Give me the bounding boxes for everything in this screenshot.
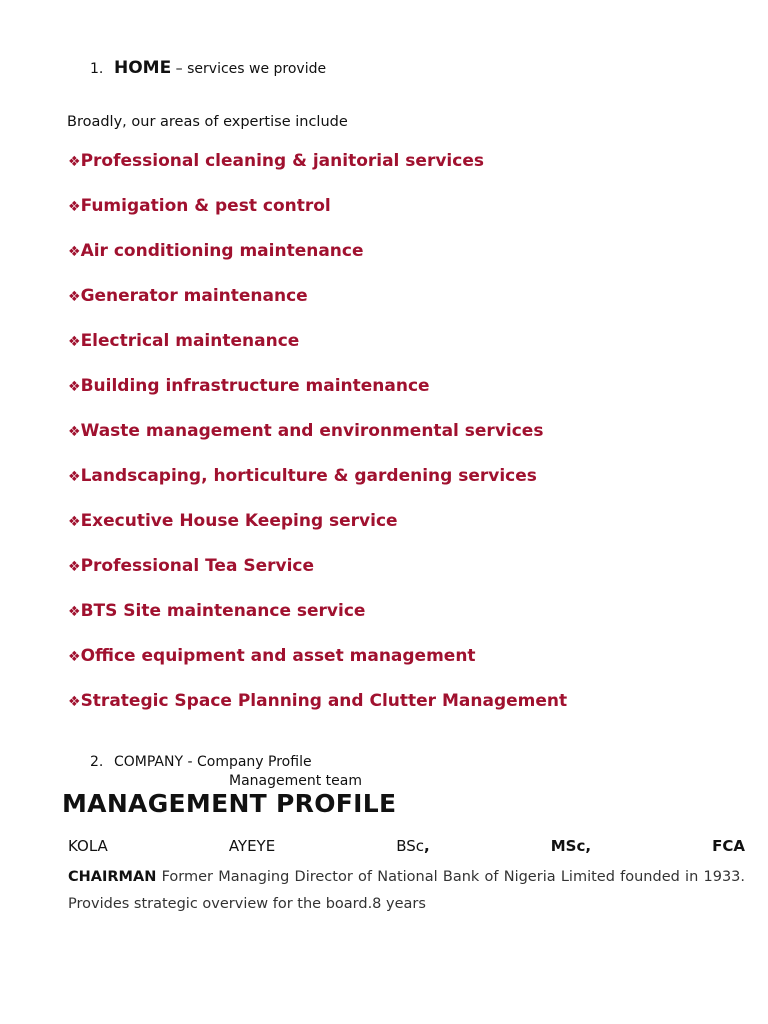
section-description: - Company Profile <box>183 754 312 770</box>
diamond-bullet-icon: ❖ <box>68 559 81 575</box>
service-item <box>68 644 567 689</box>
service-label: Executive House Keeping service <box>80 511 398 531</box>
service-label: Building infrastructure maintenance <box>80 376 430 396</box>
person-first-name: KOLA <box>68 837 108 855</box>
section-company-heading <box>90 753 312 771</box>
services-list <box>68 149 567 734</box>
service-item <box>68 554 567 599</box>
service-item <box>68 149 567 194</box>
person-bio <box>68 864 745 918</box>
service-item <box>68 464 567 509</box>
service-item <box>68 419 567 464</box>
diamond-bullet-icon: ❖ <box>68 604 81 620</box>
section-home-heading <box>90 57 326 80</box>
section-description: – services we provide <box>171 61 327 77</box>
diamond-bullet-icon: ❖ <box>68 649 81 665</box>
service-label: Fumigation & pest control <box>80 196 331 216</box>
service-item <box>68 374 567 419</box>
service-label: Electrical maintenance <box>80 331 300 351</box>
service-item <box>68 239 567 284</box>
management-profile-heading: MANAGEMENT PROFILE <box>62 789 397 818</box>
service-item <box>68 689 567 734</box>
service-label: Professional Tea Service <box>80 556 315 576</box>
service-item <box>68 329 567 374</box>
person-qualification-bsc: BSc, <box>396 837 430 855</box>
section-title-company: COMPANY <box>114 754 184 770</box>
service-item <box>68 194 567 239</box>
diamond-bullet-icon: ❖ <box>68 694 81 710</box>
service-label: Waste management and environmental services <box>80 421 544 441</box>
diamond-bullet-icon: ❖ <box>68 379 81 395</box>
service-label: Office equipment and asset management <box>80 646 476 666</box>
section-number: 1. <box>90 61 104 77</box>
person-role: CHAIRMAN <box>68 869 157 885</box>
diamond-bullet-icon: ❖ <box>68 154 81 170</box>
section-company-subitem: Management team <box>229 773 362 789</box>
service-label: Generator maintenance <box>80 286 308 306</box>
service-label: Professional cleaning & janitorial services <box>80 151 484 171</box>
section-title-home: HOME <box>114 58 172 78</box>
person-name-row <box>68 836 745 856</box>
diamond-bullet-icon: ❖ <box>68 289 81 305</box>
diamond-bullet-icon: ❖ <box>68 334 81 350</box>
diamond-bullet-icon: ❖ <box>68 244 81 260</box>
intro-text: Broadly, our areas of expertise include <box>67 114 348 130</box>
service-item <box>68 599 567 644</box>
diamond-bullet-icon: ❖ <box>68 469 81 485</box>
diamond-bullet-icon: ❖ <box>68 199 81 215</box>
service-label: Landscaping, horticulture & gardening services <box>80 466 537 486</box>
section-number: 2. <box>90 754 104 770</box>
service-label: Strategic Space Planning and Clutter Management <box>80 691 568 711</box>
service-item <box>68 284 567 329</box>
person-qualification-msc: MSc, <box>550 837 592 855</box>
diamond-bullet-icon: ❖ <box>68 424 81 440</box>
person-last-name: AYEYE <box>228 837 276 855</box>
person-qualification-fca: FCA <box>712 837 745 855</box>
person-bio-text: Former Managing Director of National Bank of Nigeria Limited founded in 1933. Provides strategic overview for the board.8 years <box>68 869 745 912</box>
service-item <box>68 509 567 554</box>
service-label: Air conditioning maintenance <box>80 241 364 261</box>
service-label: BTS Site maintenance service <box>80 601 366 621</box>
diamond-bullet-icon: ❖ <box>68 514 81 530</box>
